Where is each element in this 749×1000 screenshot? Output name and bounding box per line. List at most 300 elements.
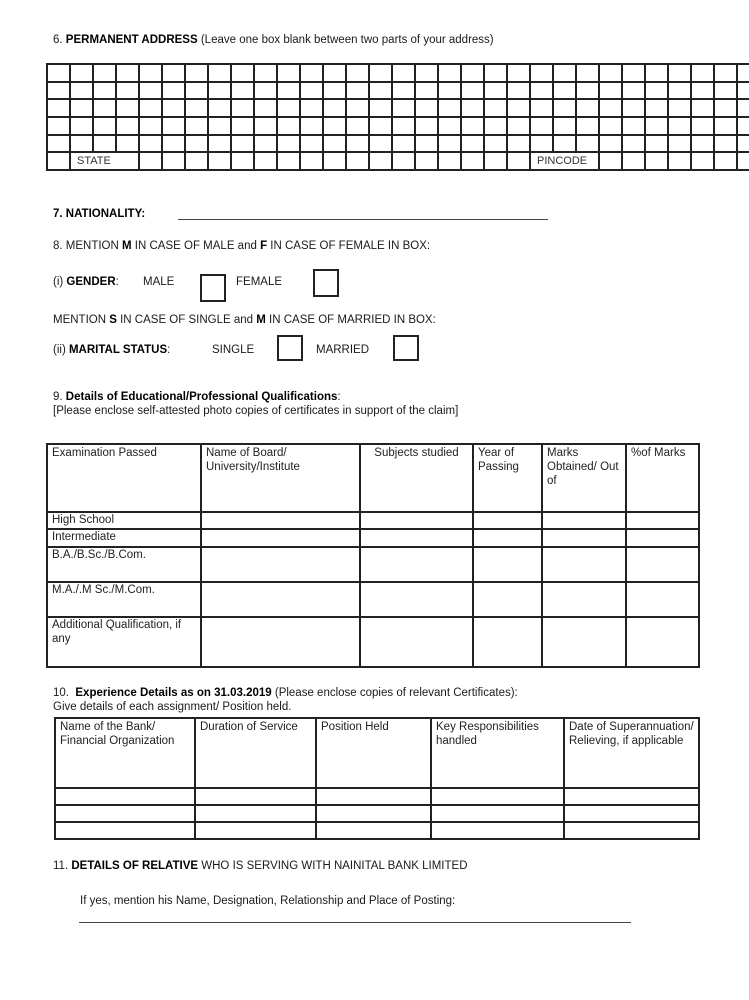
address-grid-cell[interactable]	[599, 135, 622, 153]
percent-cell[interactable]	[626, 617, 699, 667]
address-grid-cell[interactable]	[277, 64, 300, 82]
address-grid-cell[interactable]	[461, 99, 484, 117]
married-label: MARRIED	[316, 344, 370, 356]
bank-cell[interactable]	[55, 788, 195, 805]
address-grid-cell[interactable]	[438, 135, 461, 153]
section-7-heading	[53, 207, 145, 221]
instruction-m: M	[256, 314, 266, 326]
address-grid-cell[interactable]	[254, 82, 277, 100]
pincode-label: PINCODE	[530, 152, 599, 170]
address-grid-cell[interactable]	[622, 64, 645, 82]
address-grid-cell[interactable]	[323, 152, 346, 170]
date-cell[interactable]	[564, 788, 699, 805]
marital-colon: :	[167, 344, 171, 356]
address-grid-cell[interactable]	[530, 82, 553, 100]
instruction-s: S	[109, 314, 117, 326]
address-grid-cell[interactable]	[47, 152, 70, 170]
permanent-address-grid	[46, 63, 749, 171]
section-title: Details of Educational/Professional Qualifications	[65, 391, 338, 403]
address-grid-cell[interactable]	[369, 117, 392, 135]
address-grid-cell[interactable]	[208, 117, 231, 135]
address-grid-cell[interactable]	[737, 152, 749, 170]
address-grid-cell[interactable]	[346, 99, 369, 117]
relative-details-field[interactable]	[79, 922, 631, 923]
address-grid-row	[47, 117, 749, 135]
address-grid-cell[interactable]	[392, 152, 415, 170]
section-number: 6.	[53, 34, 63, 46]
address-grid-cell[interactable]	[323, 99, 346, 117]
address-grid-cell[interactable]	[622, 82, 645, 100]
header-bank: Name of the Bank/ Financial Organization	[55, 718, 195, 788]
address-grid-cell[interactable]	[369, 135, 392, 153]
section-11-heading	[53, 859, 468, 873]
header-marks: Marks Obtained/ Out of	[542, 444, 626, 512]
address-grid-cell[interactable]	[530, 64, 553, 82]
address-grid-cell[interactable]	[461, 117, 484, 135]
marks-cell[interactable]	[542, 512, 626, 529]
address-grid-cell[interactable]	[323, 135, 346, 153]
address-grid-row	[47, 152, 749, 170]
gender-prefix: (i)	[53, 276, 67, 288]
address-grid-cell[interactable]	[300, 99, 323, 117]
male-label: MALE	[143, 276, 175, 288]
address-grid-cell[interactable]	[438, 99, 461, 117]
address-grid-cell[interactable]	[185, 135, 208, 153]
marks-cell[interactable]	[542, 617, 626, 667]
bank-cell[interactable]	[55, 822, 195, 839]
instruction-text: IN CASE OF FEMALE IN BOX:	[267, 240, 431, 252]
address-grid-cell[interactable]	[530, 117, 553, 135]
address-grid-cell[interactable]	[369, 99, 392, 117]
exam-name-cell: Intermediate	[47, 529, 201, 547]
duration-cell[interactable]	[195, 822, 316, 839]
address-grid-cell[interactable]	[507, 117, 530, 135]
board-cell[interactable]	[201, 617, 360, 667]
position-cell[interactable]	[316, 788, 431, 805]
address-grid-cell[interactable]	[622, 99, 645, 117]
address-grid-cell[interactable]	[576, 135, 599, 153]
table-row	[47, 582, 699, 617]
instruction-text: IN CASE OF MALE and	[131, 240, 261, 252]
table-row	[47, 547, 699, 582]
header-position: Position Held	[316, 718, 431, 788]
relative-prompt: If yes, mention his Name, Designation, Relationship and Place of Posting:	[80, 895, 456, 907]
address-grid-cell[interactable]	[254, 135, 277, 153]
position-cell[interactable]	[316, 822, 431, 839]
address-grid-cell[interactable]	[47, 99, 70, 117]
address-grid-cell[interactable]	[277, 135, 300, 153]
address-grid-cell[interactable]	[461, 82, 484, 100]
instruction-m: M	[122, 240, 132, 252]
address-grid-cell[interactable]	[737, 117, 749, 135]
address-grid-cell[interactable]	[415, 64, 438, 82]
address-grid-cell[interactable]	[300, 82, 323, 100]
address-grid-cell[interactable]	[507, 152, 530, 170]
address-grid-cell[interactable]	[277, 117, 300, 135]
instruction-text: 8. MENTION	[53, 240, 123, 252]
address-grid-cell[interactable]	[530, 135, 553, 153]
address-grid-cell[interactable]	[553, 117, 576, 135]
address-grid-cell[interactable]	[70, 99, 93, 117]
address-grid-cell[interactable]	[484, 99, 507, 117]
section-colon: :	[337, 391, 341, 403]
instruction-f: F	[260, 240, 268, 252]
address-grid-cell[interactable]	[599, 82, 622, 100]
address-grid-cell[interactable]	[346, 82, 369, 100]
address-grid-cell[interactable]	[254, 99, 277, 117]
percent-cell[interactable]	[626, 547, 699, 582]
address-grid-cell[interactable]	[47, 117, 70, 135]
address-grid-cell[interactable]	[507, 99, 530, 117]
position-cell[interactable]	[316, 805, 431, 822]
address-grid-cell[interactable]	[415, 135, 438, 153]
address-grid-cell[interactable]	[300, 135, 323, 153]
bank-cell[interactable]	[55, 805, 195, 822]
address-grid-cell[interactable]	[208, 152, 231, 170]
year-cell[interactable]	[473, 617, 542, 667]
address-grid-cell[interactable]	[93, 82, 116, 100]
address-grid-cell[interactable]	[553, 135, 576, 153]
address-grid-cell[interactable]	[392, 64, 415, 82]
exam-name-cell: Additional Qualification, if any	[47, 617, 201, 667]
address-grid-cell[interactable]	[346, 152, 369, 170]
address-grid-cell[interactable]	[645, 64, 668, 82]
header-year: Year of Passing	[473, 444, 542, 512]
address-grid-cell[interactable]	[415, 117, 438, 135]
address-grid-cell[interactable]	[484, 152, 507, 170]
address-grid-cell[interactable]	[507, 64, 530, 82]
address-grid-cell[interactable]	[254, 117, 277, 135]
section-number: 10.	[53, 687, 69, 699]
address-grid-cell[interactable]	[93, 135, 116, 153]
subjects-cell[interactable]	[360, 529, 473, 547]
address-grid-cell[interactable]	[116, 99, 139, 117]
address-grid-cell[interactable]	[737, 135, 749, 153]
address-grid-cell[interactable]	[208, 82, 231, 100]
address-grid-cell[interactable]	[116, 82, 139, 100]
gender-row	[53, 275, 119, 289]
address-grid-cell[interactable]	[139, 117, 162, 135]
address-grid-cell[interactable]	[277, 152, 300, 170]
address-grid-cell[interactable]	[691, 64, 714, 82]
board-cell[interactable]	[201, 529, 360, 547]
address-grid-cell[interactable]	[714, 99, 737, 117]
address-grid-cell[interactable]	[185, 152, 208, 170]
address-grid-cell[interactable]	[599, 64, 622, 82]
section-note: (Leave one box blank between two parts of your address)	[200, 34, 494, 46]
address-grid-cell[interactable]	[714, 152, 737, 170]
table-header-row	[55, 718, 699, 788]
address-grid-cell[interactable]	[553, 64, 576, 82]
address-grid-cell[interactable]	[208, 64, 231, 82]
address-grid-cell[interactable]	[70, 82, 93, 100]
address-grid-cell[interactable]	[438, 82, 461, 100]
date-cell[interactable]	[564, 822, 699, 839]
address-grid-cell[interactable]	[438, 64, 461, 82]
address-grid-cell[interactable]	[484, 117, 507, 135]
address-grid-cell[interactable]	[116, 64, 139, 82]
responsibilities-cell[interactable]	[431, 805, 564, 822]
address-grid-cell[interactable]	[300, 64, 323, 82]
year-cell[interactable]	[473, 547, 542, 582]
single-box[interactable]	[277, 335, 303, 361]
address-grid-cell[interactable]	[346, 64, 369, 82]
address-grid-cell[interactable]	[185, 117, 208, 135]
nationality-label: NATIONALITY:	[65, 208, 146, 220]
address-grid-cell[interactable]	[553, 82, 576, 100]
address-grid-cell[interactable]	[346, 117, 369, 135]
address-grid-cell[interactable]	[231, 135, 254, 153]
section-number: 7.	[53, 208, 63, 220]
address-grid-cell[interactable]	[507, 135, 530, 153]
address-grid-cell[interactable]	[668, 135, 691, 153]
marks-cell[interactable]	[542, 547, 626, 582]
header-responsibilities: Key Responsibilities handled	[431, 718, 564, 788]
address-grid-cell[interactable]	[392, 99, 415, 117]
section-10-subnote: Give details of each assignment/ Position held.	[53, 701, 292, 713]
subjects-cell[interactable]	[360, 547, 473, 582]
address-grid-cell[interactable]	[392, 117, 415, 135]
gender-label: GENDER	[66, 276, 116, 288]
section-number: 9.	[53, 391, 63, 403]
address-grid-cell[interactable]	[576, 82, 599, 100]
section-title: PERMANENT ADDRESS	[65, 34, 198, 46]
address-grid-cell[interactable]	[576, 64, 599, 82]
year-cell[interactable]	[473, 529, 542, 547]
address-grid-cell[interactable]	[645, 135, 668, 153]
gender-colon: :	[115, 276, 119, 288]
address-grid-cell[interactable]	[208, 99, 231, 117]
address-grid-cell[interactable]	[645, 152, 668, 170]
address-grid-cell[interactable]	[645, 82, 668, 100]
address-grid-cell[interactable]	[254, 152, 277, 170]
address-grid-cell[interactable]	[231, 117, 254, 135]
table-row	[47, 512, 699, 529]
address-grid-cell[interactable]	[300, 117, 323, 135]
address-grid-cell[interactable]	[254, 64, 277, 82]
address-grid-cell[interactable]	[116, 135, 139, 153]
address-grid-cell[interactable]	[484, 82, 507, 100]
instruction-text: MENTION	[53, 314, 110, 326]
marital-label: MARITAL STATUS	[68, 344, 168, 356]
section-title: DETAILS OF RELATIVE	[71, 860, 199, 872]
address-grid-row	[47, 99, 749, 117]
header-percent: %of Marks	[626, 444, 699, 512]
address-grid-cell[interactable]	[139, 99, 162, 117]
male-box[interactable]	[200, 274, 226, 302]
state-label: STATE	[70, 152, 139, 170]
address-grid-cell[interactable]	[93, 64, 116, 82]
address-grid-cell[interactable]	[461, 64, 484, 82]
responsibilities-cell[interactable]	[431, 822, 564, 839]
address-grid-row	[47, 64, 749, 82]
percent-cell[interactable]	[626, 512, 699, 529]
address-grid-cell[interactable]	[277, 82, 300, 100]
marks-cell[interactable]	[542, 529, 626, 547]
percent-cell[interactable]	[626, 529, 699, 547]
section-9-heading	[53, 390, 341, 404]
address-grid-cell[interactable]	[714, 117, 737, 135]
section-number: 11.	[53, 860, 69, 872]
address-grid-cell[interactable]	[484, 135, 507, 153]
address-grid-cell[interactable]	[162, 135, 185, 153]
board-cell[interactable]	[201, 547, 360, 582]
marital-prefix: (ii)	[53, 344, 69, 356]
address-grid-cell[interactable]	[645, 117, 668, 135]
address-grid-cell[interactable]	[438, 117, 461, 135]
address-grid-cell[interactable]	[507, 82, 530, 100]
address-grid-cell[interactable]	[714, 82, 737, 100]
address-grid-cell[interactable]	[231, 99, 254, 117]
address-grid-cell[interactable]	[599, 117, 622, 135]
address-grid-cell[interactable]	[599, 99, 622, 117]
header-examination-passed: Examination Passed	[47, 444, 201, 512]
address-grid-cell[interactable]	[323, 64, 346, 82]
percent-cell[interactable]	[626, 582, 699, 617]
address-grid-cell[interactable]	[622, 117, 645, 135]
address-grid-cell[interactable]	[668, 82, 691, 100]
address-grid-cell[interactable]	[553, 99, 576, 117]
marital-row	[53, 343, 170, 357]
address-grid-cell[interactable]	[139, 135, 162, 153]
address-grid-cell[interactable]	[47, 135, 70, 153]
duration-cell[interactable]	[195, 805, 316, 822]
address-grid-cell[interactable]	[185, 99, 208, 117]
address-grid-cell[interactable]	[47, 82, 70, 100]
address-grid-cell[interactable]	[231, 82, 254, 100]
date-cell[interactable]	[564, 805, 699, 822]
address-grid-cell[interactable]	[369, 64, 392, 82]
address-grid-cell[interactable]	[70, 64, 93, 82]
address-grid-cell[interactable]	[208, 135, 231, 153]
address-grid-cell[interactable]	[415, 99, 438, 117]
address-grid-cell[interactable]	[231, 152, 254, 170]
address-grid-cell[interactable]	[323, 117, 346, 135]
address-grid-cell[interactable]	[691, 135, 714, 153]
gender-instruction	[53, 239, 430, 253]
address-grid-cell[interactable]	[323, 82, 346, 100]
year-cell[interactable]	[473, 582, 542, 617]
marks-cell[interactable]	[542, 582, 626, 617]
address-grid-cell[interactable]	[392, 82, 415, 100]
address-grid-cell[interactable]	[484, 64, 507, 82]
nationality-field[interactable]	[178, 219, 548, 220]
married-box[interactable]	[393, 335, 419, 361]
address-grid-cell[interactable]	[461, 152, 484, 170]
address-grid-cell[interactable]	[714, 135, 737, 153]
address-grid-cell[interactable]	[691, 152, 714, 170]
single-label: SINGLE	[212, 344, 255, 356]
section-title: Experience Details as on 31.03.2019	[75, 687, 272, 699]
address-grid-cell[interactable]	[668, 152, 691, 170]
section-6-heading	[53, 33, 494, 47]
table-row	[55, 788, 699, 805]
board-cell[interactable]	[201, 582, 360, 617]
address-grid-cell[interactable]	[162, 152, 185, 170]
address-grid-cell[interactable]	[116, 117, 139, 135]
marital-instruction	[53, 313, 436, 327]
table-header-row	[47, 444, 699, 512]
address-grid-cell[interactable]	[139, 82, 162, 100]
address-grid-cell[interactable]	[392, 135, 415, 153]
exam-name-cell: High School	[47, 512, 201, 529]
experience-table	[54, 717, 700, 840]
address-grid-cell[interactable]	[737, 82, 749, 100]
address-grid-cell[interactable]	[691, 99, 714, 117]
education-table	[46, 443, 700, 668]
address-grid-cell[interactable]	[185, 82, 208, 100]
address-grid-cell[interactable]	[599, 152, 622, 170]
address-grid-cell[interactable]	[691, 82, 714, 100]
address-grid-cell[interactable]	[530, 99, 553, 117]
section-title-rest: WHO IS SERVING WITH NAINITAL BANK LIMITED	[201, 860, 468, 872]
address-grid-cell[interactable]	[139, 64, 162, 82]
address-grid-cell[interactable]	[714, 64, 737, 82]
instruction-text: IN CASE OF MARRIED IN BOX:	[265, 314, 436, 326]
table-row	[47, 529, 699, 547]
address-grid-cell[interactable]	[461, 135, 484, 153]
duration-cell[interactable]	[195, 788, 316, 805]
table-row	[55, 822, 699, 839]
address-grid-cell[interactable]	[162, 64, 185, 82]
address-grid-cell[interactable]	[576, 99, 599, 117]
address-grid-cell[interactable]	[93, 99, 116, 117]
address-grid-cell[interactable]	[162, 99, 185, 117]
address-grid-cell[interactable]	[415, 152, 438, 170]
address-grid-cell[interactable]	[185, 64, 208, 82]
subjects-cell[interactable]	[360, 582, 473, 617]
section-9-note: [Please enclose self-attested photo copies of certificates in support of the claim]	[53, 405, 459, 417]
year-cell[interactable]	[473, 512, 542, 529]
address-grid-cell[interactable]	[369, 152, 392, 170]
board-cell[interactable]	[201, 512, 360, 529]
address-grid-cell[interactable]	[737, 64, 749, 82]
address-grid-cell[interactable]	[737, 99, 749, 117]
address-grid-cell[interactable]	[162, 117, 185, 135]
address-grid-cell[interactable]	[47, 64, 70, 82]
female-box[interactable]	[313, 269, 339, 297]
header-duration: Duration of Service	[195, 718, 316, 788]
header-board: Name of Board/ University/Institute	[201, 444, 360, 512]
address-grid-cell[interactable]	[645, 99, 668, 117]
address-grid-cell[interactable]	[576, 117, 599, 135]
address-grid-cell[interactable]	[93, 117, 116, 135]
address-grid-cell[interactable]	[622, 135, 645, 153]
address-grid-cell[interactable]	[622, 152, 645, 170]
address-grid-cell[interactable]	[438, 152, 461, 170]
responsibilities-cell[interactable]	[431, 788, 564, 805]
address-grid-cell[interactable]	[300, 152, 323, 170]
section-note: (Please enclose copies of relevant Certificates):	[274, 687, 518, 699]
address-grid-cell[interactable]	[139, 152, 162, 170]
address-grid-cell[interactable]	[668, 99, 691, 117]
subjects-cell[interactable]	[360, 617, 473, 667]
address-grid-cell[interactable]	[277, 99, 300, 117]
address-grid-cell[interactable]	[70, 117, 93, 135]
address-grid-cell[interactable]	[369, 82, 392, 100]
address-grid-cell[interactable]	[691, 117, 714, 135]
address-grid-cell[interactable]	[668, 64, 691, 82]
address-grid-cell[interactable]	[70, 135, 93, 153]
address-grid-cell[interactable]	[668, 117, 691, 135]
address-grid-cell[interactable]	[415, 82, 438, 100]
header-subjects: Subjects studied	[360, 444, 473, 512]
address-grid-cell[interactable]	[162, 82, 185, 100]
address-grid-cell[interactable]	[231, 64, 254, 82]
address-grid-cell[interactable]	[346, 135, 369, 153]
subjects-cell[interactable]	[360, 512, 473, 529]
exam-name-cell: M.A./.M Sc./M.Com.	[47, 582, 201, 617]
